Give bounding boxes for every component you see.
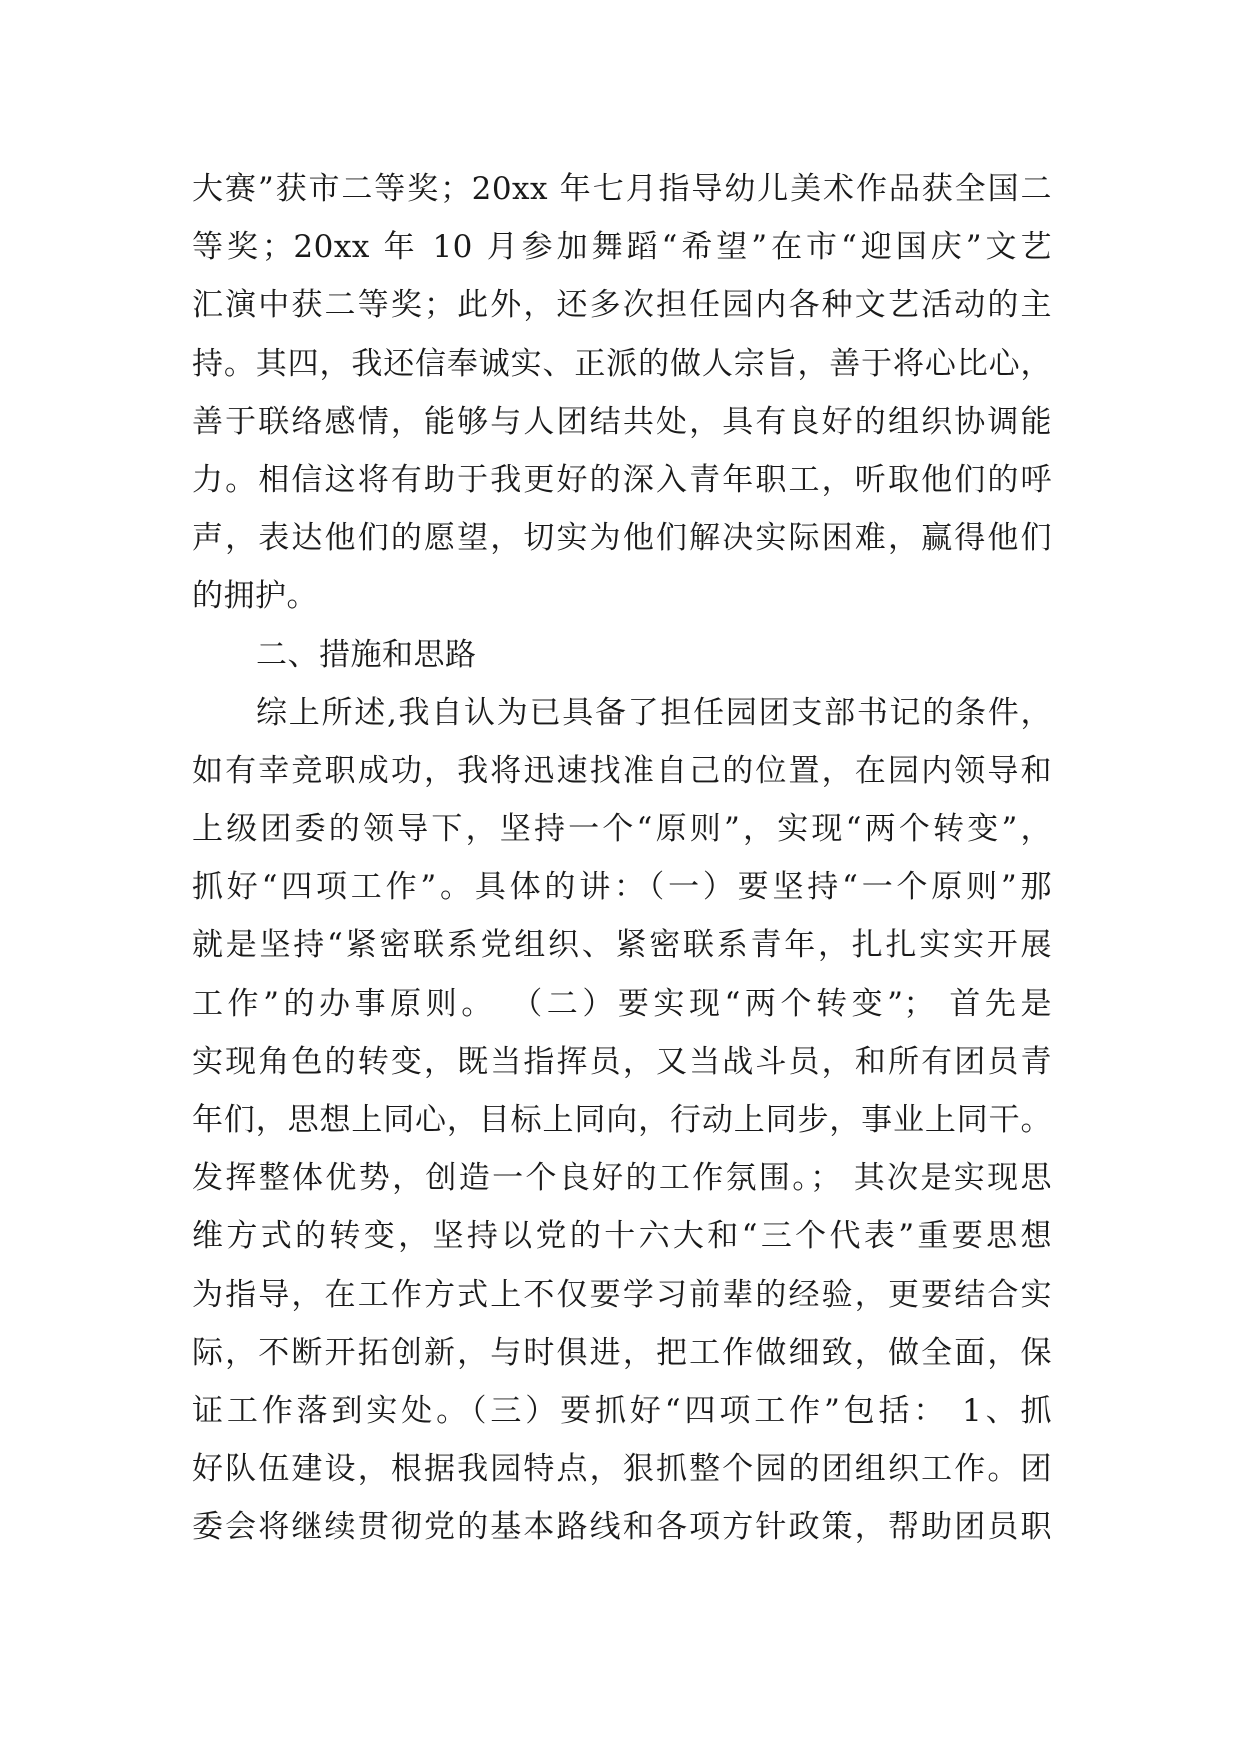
text-line: 委会将继续贯彻党的基本路线和各项方针政策，帮助团员职: [192, 1509, 1052, 1546]
text-line: 等奖；20xx 年 10 月参加舞蹈“希望”在市“迎国庆”文艺: [192, 229, 1052, 266]
text-line: 抓好“四项工作”。具体的讲：（一）要坚持“一个原则”那: [192, 869, 1052, 906]
text-line: 汇演中获二等奖；此外，还多次担任园内各种文艺活动的主: [192, 287, 1052, 324]
text-line: 上级团委的领导下，坚持一个“原则”，实现“两个转变”，: [192, 811, 1052, 848]
text-line: 大赛”获市二等奖；20xx 年七月指导幼儿美术作品获全国二: [192, 171, 1052, 207]
text-line: 力。相信这将有助于我更好的深入青年职工，听取他们的呼: [192, 461, 1052, 498]
text-line: 的拥护。: [192, 578, 318, 615]
text-line: 发挥整体优势，创造一个良好的工作氛围。； 其次是实现思: [192, 1160, 1052, 1197]
text-line: 好队伍建设，根据我园特点，狠抓整个园的团组织工作。团: [192, 1451, 1052, 1488]
text-line: 持。其四，我还信奉诚实、正派的做人宗旨，善于将心比心，: [192, 345, 1052, 382]
text-line: 声，表达他们的愿望，切实为他们解决实际困难，赢得他们: [192, 520, 1052, 557]
text-line: 证工作落到实处。（三）要抓好“四项工作”包括： 1、抓: [192, 1392, 1052, 1429]
text-line: 综上所述,我自认为已具备了担任园团支部书记的条件，: [256, 694, 1052, 731]
text-line: 际，不断开拓创新，与时俱进，把工作做细致，做全面，保: [192, 1334, 1052, 1371]
text-line: 为指导，在工作方式上不仅要学习前辈的经验，更要结合实: [192, 1276, 1052, 1313]
text-line: 就是坚持“紧密联系党组织、紧密联系青年，扎扎实实开展: [192, 927, 1052, 964]
text-line: 维方式的转变，坚持以党的十六大和“三个代表”重要思想: [192, 1218, 1052, 1255]
text-line: 善于联络感情，能够与人团结共处，具有良好的组织协调能: [192, 403, 1052, 440]
document-body: [192, 160, 1052, 1557]
text-line: 工作”的办事原则。 （二）要实现“两个转变”； 首先是: [192, 985, 1052, 1022]
text-line: 实现角色的转变，既当指挥员，又当战斗员，和所有团员青: [192, 1043, 1052, 1080]
text-line: 如有幸竞职成功，我将迅速找准自己的位置，在园内领导和: [192, 752, 1052, 789]
text-line: 年们，思想上同心，目标上同向，行动上同步，事业上同干。: [192, 1102, 1052, 1138]
text-line: 二、措施和思路: [256, 636, 477, 673]
